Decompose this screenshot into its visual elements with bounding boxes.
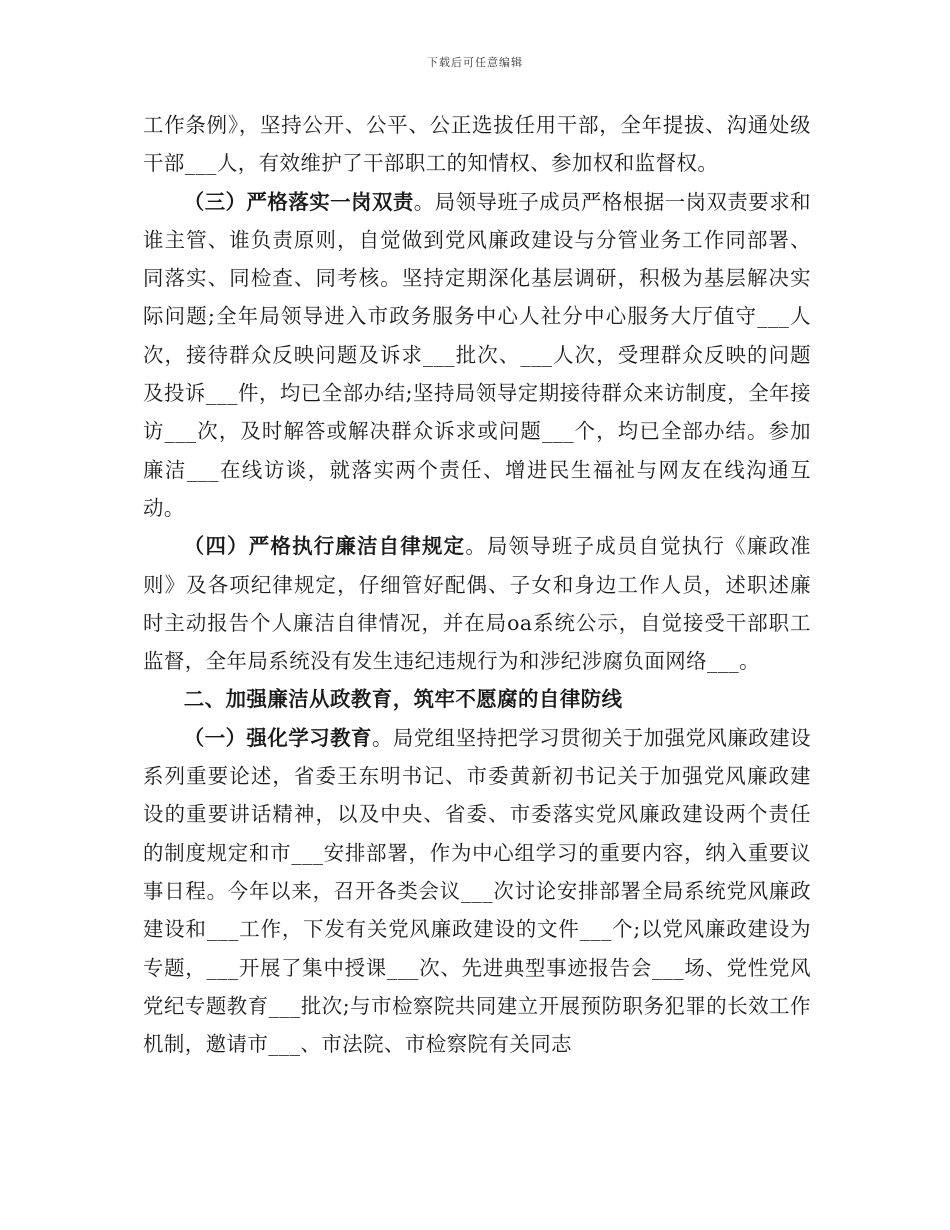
page-header: 下载后可任意编辑 [427, 56, 523, 69]
paragraph-2-text: 。局领导班子成员严格根据一岗双责要求和谁主管、谁负责原则，自觉做到党风廉政建设与分管业务工作同部署、同落实、同检查、同考核。坚持定期深化基层调研，积极为基层解决实际问题;全年局领导进入市政务服务中心人社分中心服务大厅值守___人次，接待群众反映问题及诉求___批次、___人次，受理群众反映的问题及投诉___件，均已全部办结;坚持局领导定期接待群众来访制度，全年接访___次，及时解答或解决群众诉求或问题___个，均已全部办结。参加廉洁___在线访谈，就落实两个责任、增进民生福祉与网友在线沟通互动。 [143, 189, 812, 520]
paragraph-2-lead: （三）严格落实一岗双责 [183, 189, 414, 214]
paragraph-4-lead: （一）强化学习教育 [183, 725, 372, 750]
paragraph-4 [143, 719, 811, 1064]
section-heading: 二、加强廉洁从政教育，筑牢不愿腐的自律防线 [183, 687, 623, 712]
paragraph-3-text: 。局领导班子成员自觉执行《廉政准则》及各项纪律规定，仔细管好配偶、子女和身边工作人员，述职述廉时主动报告个人廉洁自律情况，并在局oa系统公示，自觉接受干部职工监督，全年局系统没有发生违纪违规行为和涉纪涉腐负面网络___。 [143, 534, 812, 674]
paragraph-1-text: 工作条例》，坚持公开、公平、公正选拔任用干部，全年提拔、沟通处级干部___人，有效维护了干部职工的知情权、参加权和监督权。 [143, 113, 811, 176]
paragraph-1 [143, 106, 811, 183]
paragraph-3-lead: （四）严格执行廉洁自律规定 [183, 534, 466, 559]
paragraph-4-text: 。局党组坚持把学习贯彻关于加强党风廉政建设系列重要论述，省委王东明书记、市委黄新初书记关于加强党风廉政建设的重要讲话精神，以及中央、省委、市委落实党风廉政建设两个责任的制度规定和市___安排部署，作为中心组学习的重要内容，纳入重要议事日程。今年以来，召开各类会议___次讨论安排部署全局系统党风廉政建设和___工作，下发有关党风廉政建设的文件___个;以党风廉政建设为专题，___开展了集中授课___次、先进典型事迹报告会___场、党性党风党纪专题教育___批次;与市检察院共同建立开展预防职务犯罪的长效工作机制，邀请市___、市法院、市检察院有关同志 [143, 725, 812, 1057]
paragraph-2 [143, 183, 811, 528]
document-body [143, 106, 811, 1063]
paragraph-3 [143, 527, 811, 680]
